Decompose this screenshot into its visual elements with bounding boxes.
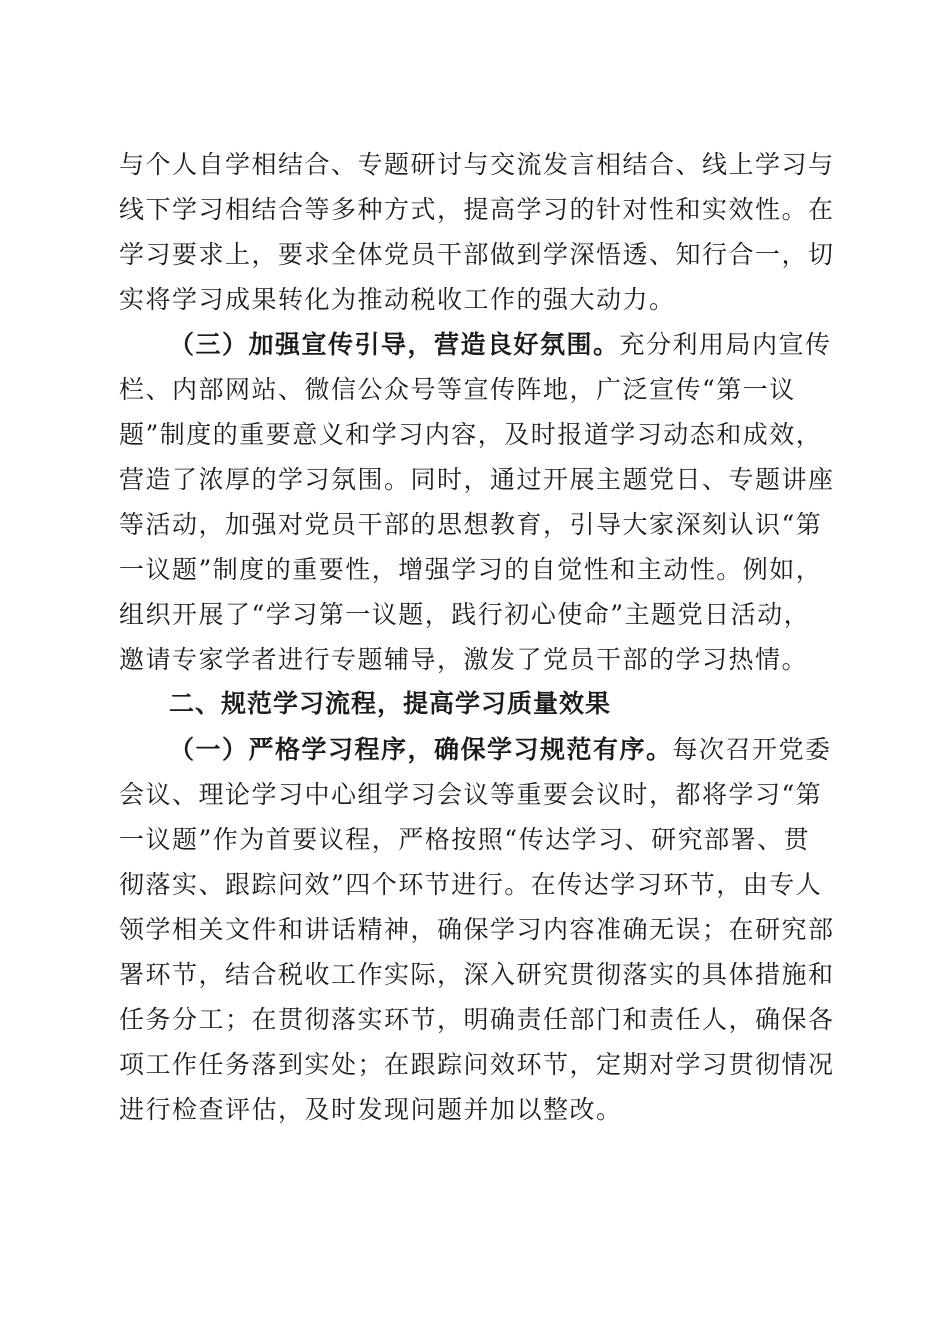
paragraph-lead: （一）严格学习程序，确保学习规范有序。: [169, 735, 673, 764]
text-line: 题”制度的重要意义和学习内容，及时报道学习动态和成效，: [119, 420, 823, 449]
text-line: 进行检查评估，及时发现问题并加以整改。: [119, 1095, 623, 1124]
text-line: 实将学习成果转化为推动税收工作的强大动力。: [119, 285, 676, 314]
paragraph-2: [119, 322, 835, 682]
paragraph-1: [119, 142, 835, 322]
text-line: 栏、内部网站、微信公众号等宣传阵地，广泛宣传“第一议: [119, 375, 796, 404]
text-line: 会议、理论学习中心组学习会议等重要会议时，都将学习“第: [119, 780, 823, 809]
text-line: 邀请专家学者进行专题辅导，激发了党员干部的学习热情。: [119, 645, 809, 674]
paragraph-lead: （三）加强宣传引导，营造良好氛围。: [169, 330, 620, 359]
text-line: 等活动，加强对党员干部的思想教育，引导大家深刻认识“第: [119, 510, 823, 539]
text-line: 一议题”作为首要议程，严格按照“传达学习、研究部署、贯: [119, 825, 811, 854]
paragraph-lead-rest: 每次召开党委: [672, 735, 832, 764]
section-heading: 二、规范学习流程，提高学习质量效果: [169, 689, 612, 718]
text-line: 线下学习相结合等多种方式，提高学习的针对性和实效性。在: [119, 195, 835, 224]
text-line: 任务分工；在贯彻落实环节，明确责任部门和责任人，确保各: [119, 1005, 835, 1034]
paragraph-lead-rest: 充分利用局内宣传: [619, 330, 832, 359]
text-line: 与个人自学相结合、专题研讨与交流发言相结合、线上学习与: [119, 150, 835, 179]
section-heading-block: [119, 681, 829, 726]
text-line: 彻落实、跟踪问效”四个环节进行。在传达学习环节，由专人: [119, 870, 823, 899]
text-line-first: [119, 727, 832, 772]
text-line: 领学相关文件和讲话精神，确保学习内容准确无误；在研究部: [119, 915, 835, 944]
paragraph-3: [119, 727, 835, 1132]
text-line: 署环节，结合税收工作实际，深入研究贯彻落实的具体措施和: [119, 960, 835, 989]
text-line: 一议题”制度的重要性，增强学习的自觉性和主动性。例如，: [119, 555, 823, 584]
text-line: 项工作任务落到实处；在跟踪问效环节，定期对学习贯彻情况: [119, 1050, 835, 1079]
text-line-first: [119, 322, 832, 367]
text-line: 营造了浓厚的学习氛围。同时，通过开展主题党日、专题讲座: [119, 465, 835, 494]
text-line: 组织开展了“学习第一议题，践行初心使命”主题党日活动，: [119, 600, 811, 629]
text-line: 学习要求上，要求全体党员干部做到学深悟透、知行合一，切: [119, 240, 835, 269]
